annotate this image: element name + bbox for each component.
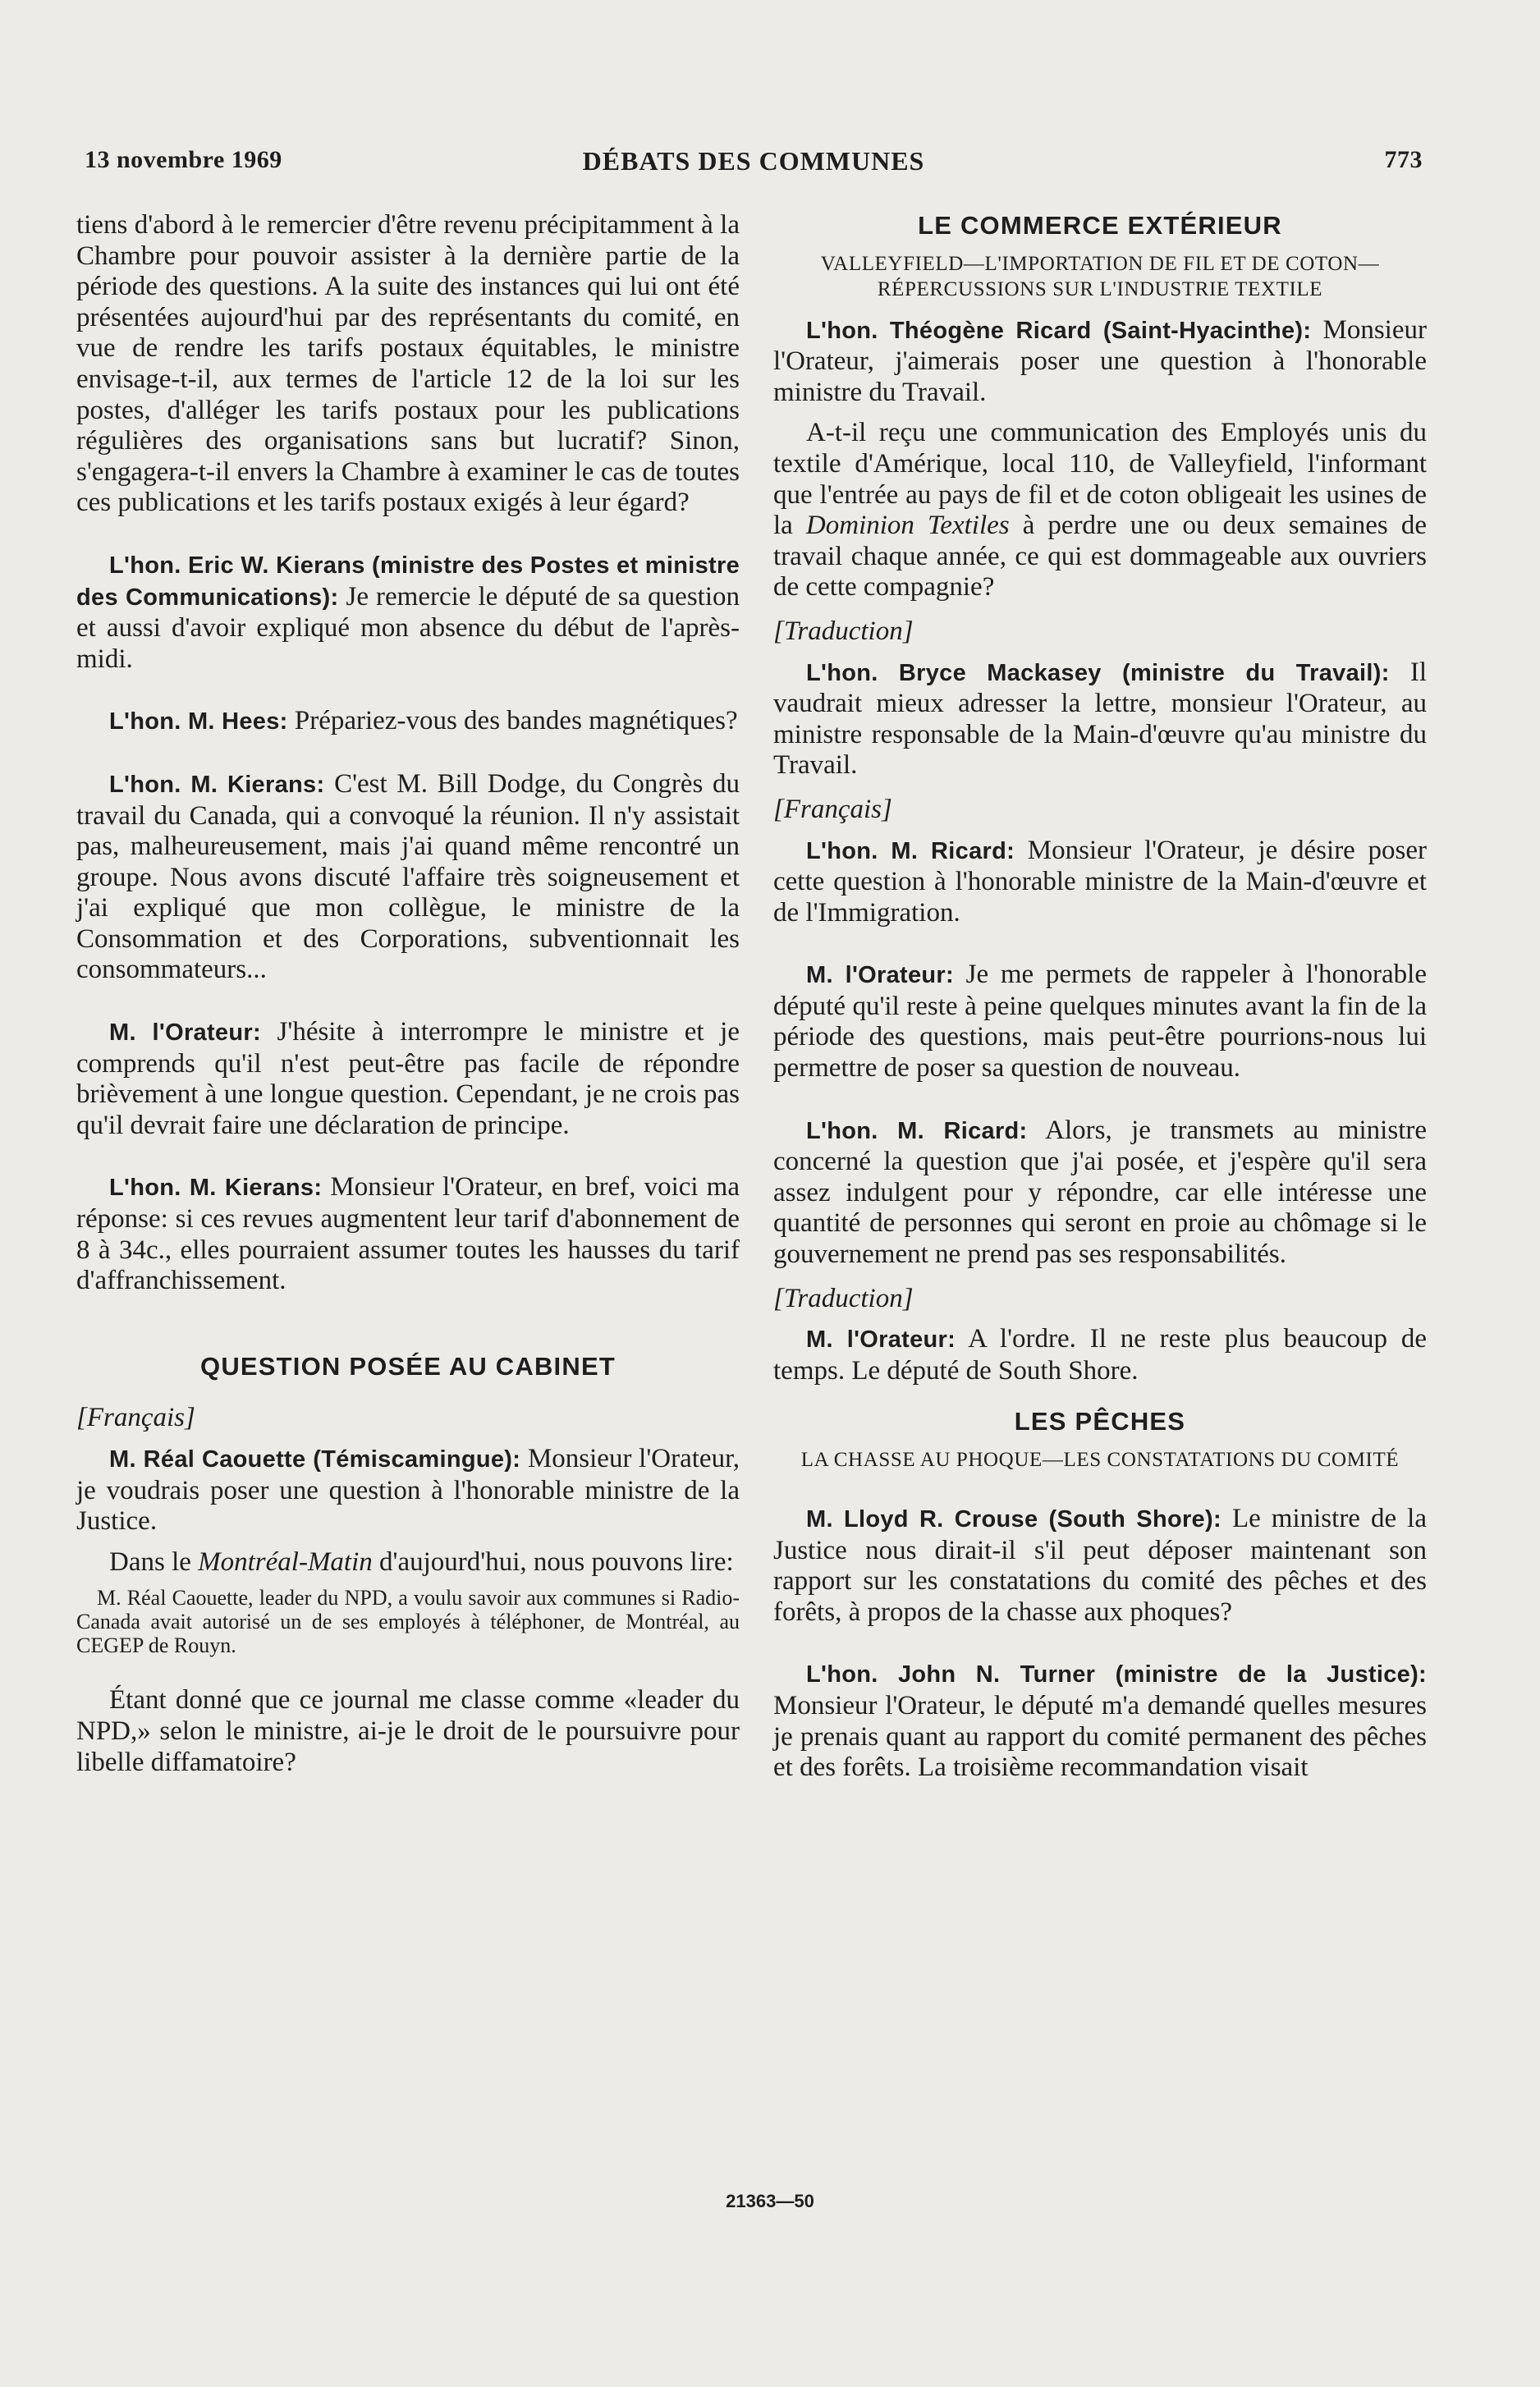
paragraph [76,769,740,986]
speaker-name: L'hon. M. Ricard: [806,1117,1028,1144]
subheading: VALLEYFIELD—L'IMPORTATION DE FIL ET DE COTON—RÉPERCUSSIONS SUR L'INDUSTRIE TEXTILE [820,252,1380,300]
page-header [85,146,1423,181]
paragraph [76,1017,740,1141]
speaker-name: M. Lloyd R. Crouse (South Shore): [806,1506,1221,1533]
speech-text: d'aujourd'hui, nous pouvons lire: [372,1546,734,1577]
speech-text: Prépariez-vous des bandes magnétiques? [294,706,738,736]
paragraph [76,1444,740,1537]
speech-text: J'hésite à interrompre le ministre et je comprends qu'il n'est peut-être pas facile de répondre brièvement à une longue question. Cependant, je ne crois pas qu'il devrait faire une déclaration de principe. [76,1017,740,1140]
speech-text: A l'ordre. Il ne reste plus beaucoup de temps. Le député de South Shore. [773,1324,1427,1386]
paragraph [76,706,740,738]
paragraph [76,1547,740,1578]
section-heading: LES PÊCHES [1014,1407,1186,1436]
language-marker: [Traduction] [773,616,914,646]
speech-text: Alors, je transmets au ministre concerné la question que j'ai posée, et j'espère qu'il sera assez indulgent pour y répondre, car elle intéresse une quantité de personnes qui seront en proie au chômage si le gouvernement ne prend pas ses responsabilités. [773,1115,1427,1270]
speech-text: Je me permets de rappeler à l'honorable député qu'il reste à peine quelques minutes avant la fin de la période des questions, mais peut-être pourrions-nous lui permettre de poser sa question de nouveau. [773,960,1427,1084]
speech-text: Le ministre de la Justice nous dirait-il s'il peut déposer maintenant son rapport sur les constatations du comité des pêches et des forêts, à propos de la chasse aux phoques? [773,1504,1427,1627]
page-footer-signature: 21363—50 [726,2191,814,2211]
paragraph [773,418,1427,603]
speech-text: Monsieur l'Orateur, le député m'a demandé quelles mesures je prenais quant au rapport du comité permanent des pêches et des forêts. La troisième recommandation visait [773,1690,1427,1783]
header-date: 13 novembre 1969 [85,146,282,173]
speech-text: Monsieur l'Orateur, je voudrais poser une question à l'honorable ministre de la Justice. [76,1444,740,1537]
paragraph [773,315,1427,409]
speaker-name: L'hon. Théogène Ricard (Saint-Hyacinthe): [806,317,1312,344]
paragraph [773,1324,1427,1386]
speaker-name: L'hon. Bryce Mackasey (ministre du Travail): [806,659,1390,686]
speaker-name: M. l'Orateur: [806,962,954,989]
speech-text: à perdre une ou deux semaines de travail chaque année, ce qui est dommageable aux ouvriers de cette compagnie? [773,511,1427,602]
paragraph: Étant donné que ce journal me classe comme «leader du NPD,» selon le ministre, ai-je le droit de le poursuivre pour libelle diffamatoire? [76,1685,740,1777]
paragraph [773,1504,1427,1628]
header-page-number: 773 [1384,146,1423,173]
speaker-name: M. l'Orateur: [109,1019,261,1047]
speech-text: Il vaudrait mieux adresser la lettre, monsieur l'Orateur, au ministre responsable de la Main-d'œuvre qu'au ministre du Travail. [773,657,1427,781]
left-column [76,210,740,1778]
paragraph [76,550,740,675]
speaker-name: L'hon. M. Kierans: [109,1175,323,1202]
paragraph [773,1659,1427,1783]
language-marker: [Traduction] [773,1283,914,1313]
company-name: Dominion Textiles [805,511,1010,541]
speech-text: Monsieur l'Orateur, je désire poser cette question à l'honorable ministre de la Main-d'œuvre et de l'Immigration. [773,835,1428,928]
speech-text: Je remercie le député de sa question et aussi d'avoir expliqué mon absence du début de l'après-midi. [76,581,740,674]
paragraph [773,1116,1427,1271]
paragraph: tiens d'abord à le remercier d'être revenu précipitamment à la Chambre pour pouvoir assister à la dernière partie de la période des questions. A la suite des instances qui lui ont été présentées aujourd'hui par des représentants du comité, en vue de rendre les tarifs postaux équitables, le ministre envisage-t-il, aux termes de l'article 12 de la loi sur les postes, d'alléger les tarifs postaux pour les publications régulières des organisations sans but lucratif? Sinon, s'engagera-t-il envers la Chambre à examiner le cas de toutes ces publications et les tarifs postaux exigés à leur égard? [76,210,740,518]
speech-text: Dans le [109,1546,199,1577]
block-quote: M. Réal Caouette, leader du NPD, a voulu savoir aux communes si Radio-Canada avait autorisé un de ses employés à téléphoner, de Montréal, au CEGEP de Rouyn. [76,1586,740,1658]
section-heading: QUESTION POSÉE AU CABINET [200,1351,616,1381]
subheading: LA CHASSE AU PHOQUE—LES CONSTATATIONS DU COMITÉ [800,1449,1400,1471]
language-marker: [Français] [773,794,892,824]
speech-text: C'est M. Bill Dodge, du Congrès du travail du Canada, qui a convoqué la réunion. Il n'y assistait pas, malheureusement, mais j'ai quand même rencontré un groupe. Nous avons discuté l'affaire très soigneusement et j'ai expliqué que mon collègue, le ministre de la Consommation et des Corporations, subventionnait les consommateurs... [76,768,740,985]
speaker-name: L'hon. John N. Turner (ministre de la Justice): [806,1661,1427,1688]
speaker-name: L'hon. Eric W. Kierans (ministre des Postes et ministre des Communications): [76,552,740,611]
speech-text: Monsieur l'Orateur, en bref, voici ma réponse: si ces revues augmentent leur tarif d'abonnement de 8 à 34c., elles pourraient assumer toutes les hausses du tarif d'affranchissement. [76,1172,740,1296]
section-heading: LE COMMERCE EXTÉRIEUR [918,211,1282,240]
speech-text: A-t-il reçu une communication des Employés unis du textile d'Amérique, local 110, de Valleyfield, l'informant que l'entrée au pays de fil et de coton obligeait les usines de la [773,418,1427,541]
paragraph [773,836,1427,929]
speaker-name: M. l'Orateur: [806,1326,956,1354]
speech-text: Monsieur l'Orateur, j'aimerais poser une question à l'honorable ministre du Travail. [773,314,1427,407]
language-marker: [Français] [76,1403,195,1433]
header-title: DÉBATS DES COMMUNES [582,146,925,176]
speaker-name: M. Réal Caouette (Témiscamingue): [109,1446,521,1473]
paragraph [76,1172,740,1296]
speaker-name: L'hon. M. Kierans: [109,771,325,798]
newspaper-title: Montréal-Matin [198,1546,373,1577]
paragraph [773,657,1427,781]
paragraph [773,960,1427,1084]
right-column [773,210,1427,1784]
speaker-name: L'hon. M. Hees: [109,708,288,735]
speaker-name: L'hon. M. Ricard: [806,837,1015,864]
